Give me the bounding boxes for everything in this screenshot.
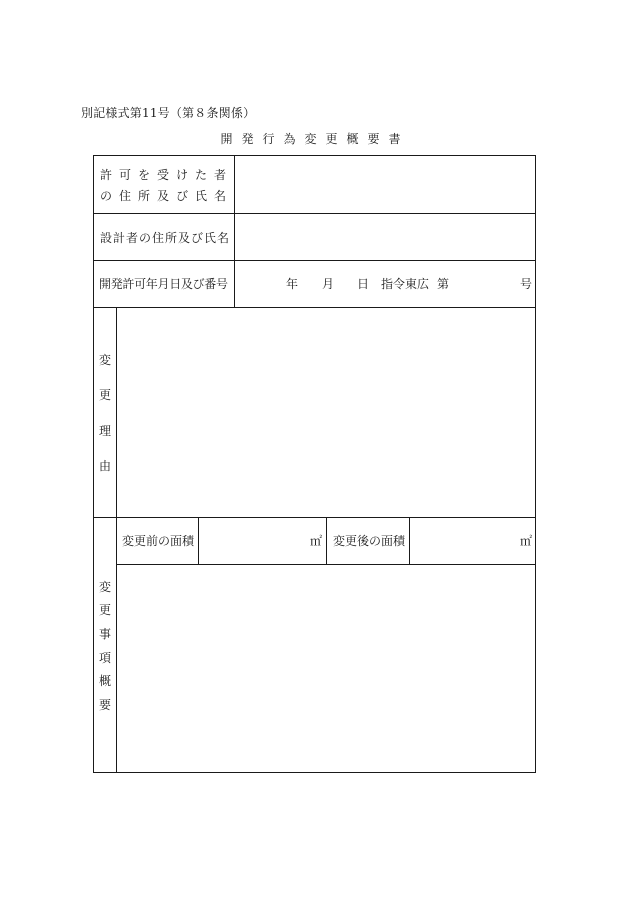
reason-field[interactable] bbox=[117, 308, 535, 517]
row-divider-designer bbox=[94, 260, 535, 261]
change-label-char-5: 概 bbox=[98, 674, 111, 688]
reason-label-char-1: 変 bbox=[98, 353, 111, 367]
reason-label-char-3: 理 bbox=[98, 424, 111, 438]
area-after-unit: ㎡ bbox=[520, 534, 533, 548]
permit-number-suffix: 号 bbox=[520, 277, 533, 291]
change-label-char-4: 項 bbox=[98, 651, 111, 665]
permit-day: 日 bbox=[357, 277, 370, 291]
area-after-field[interactable] bbox=[410, 518, 518, 564]
form-table bbox=[93, 155, 536, 773]
change-label-char-3: 事 bbox=[98, 627, 111, 641]
change-label-char-6: 要 bbox=[98, 698, 111, 712]
permit-authority: 指令東広 bbox=[381, 277, 430, 291]
document-title: 開発行為変更概要書 bbox=[220, 132, 410, 146]
applicant-label-line1: 許可を受けた者 bbox=[100, 168, 234, 182]
reason-label-char-2: 更 bbox=[98, 388, 111, 402]
permit-month: 月 bbox=[322, 277, 335, 291]
reason-label-char-4: 由 bbox=[98, 459, 111, 473]
change-label-char-2: 更 bbox=[98, 603, 111, 617]
permit-year: 年 bbox=[286, 277, 299, 291]
designer-label: 設計者の住所及び氏名 bbox=[100, 231, 231, 245]
applicant-field[interactable] bbox=[235, 156, 535, 213]
area-mid-divider bbox=[326, 517, 327, 565]
area-before-label: 変更前の面積 bbox=[122, 534, 195, 548]
change-summary-field[interactable] bbox=[117, 565, 535, 772]
change-label-char-1: 変 bbox=[98, 580, 111, 594]
permit-number-prefix: 第 bbox=[437, 277, 450, 291]
area-before-field[interactable] bbox=[199, 518, 309, 564]
designer-field[interactable] bbox=[235, 214, 535, 260]
permit-label: 開発許可年月日及び番号 bbox=[99, 277, 228, 291]
form-reference: 別記様式第11号（第８条関係） bbox=[81, 106, 256, 120]
area-before-unit: ㎡ bbox=[310, 534, 323, 548]
applicant-label-line2: の住所及び氏名 bbox=[100, 189, 234, 203]
area-after-label: 変更後の面積 bbox=[333, 534, 406, 548]
